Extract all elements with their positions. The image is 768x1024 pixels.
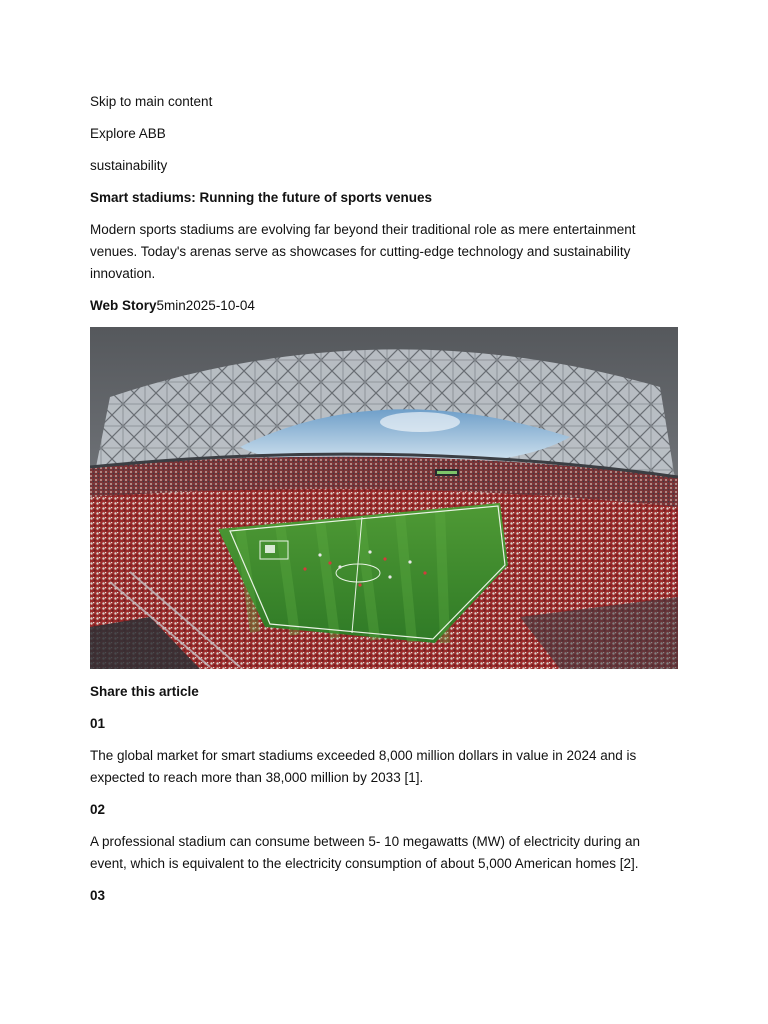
fact-text: The global market for smart stadiums exceeded 8,000 million dollars in value in 2024 and is expected to reach more than 38,000 million by 2033 [1]. xyxy=(90,748,637,785)
article-meta xyxy=(90,295,680,317)
explore-abb-link[interactable]: Explore ABB xyxy=(90,126,166,141)
fact-number: 01 xyxy=(90,716,106,731)
stadium-hero-image xyxy=(90,327,678,669)
fact-number: 03 xyxy=(90,888,106,903)
article-content xyxy=(90,91,680,917)
article-intro: Modern sports stadiums are evolving far beyond their traditional role as mere entertainment venues. Today's arenas serve as showcases for cutting-edge technology and sustainability innovation. xyxy=(90,222,636,281)
article-title: Smart stadiums: Running the future of sports venues xyxy=(90,190,433,205)
fact-number: 02 xyxy=(90,802,106,817)
fact-text: A professional stadium can consume between 5- 10 megawatts (MW) of electricity during an event, which is equivalent to the electricity consumption of about 5,000 American homes [2]. xyxy=(90,834,641,871)
read-time: 5min xyxy=(156,298,186,313)
article-type: Web Story xyxy=(90,298,157,313)
skip-to-main-link[interactable]: Skip to main content xyxy=(90,94,213,109)
share-label: Share this article xyxy=(90,684,199,699)
publish-date: 2025-10-04 xyxy=(185,298,255,313)
category-tag[interactable]: sustainability xyxy=(90,158,168,173)
